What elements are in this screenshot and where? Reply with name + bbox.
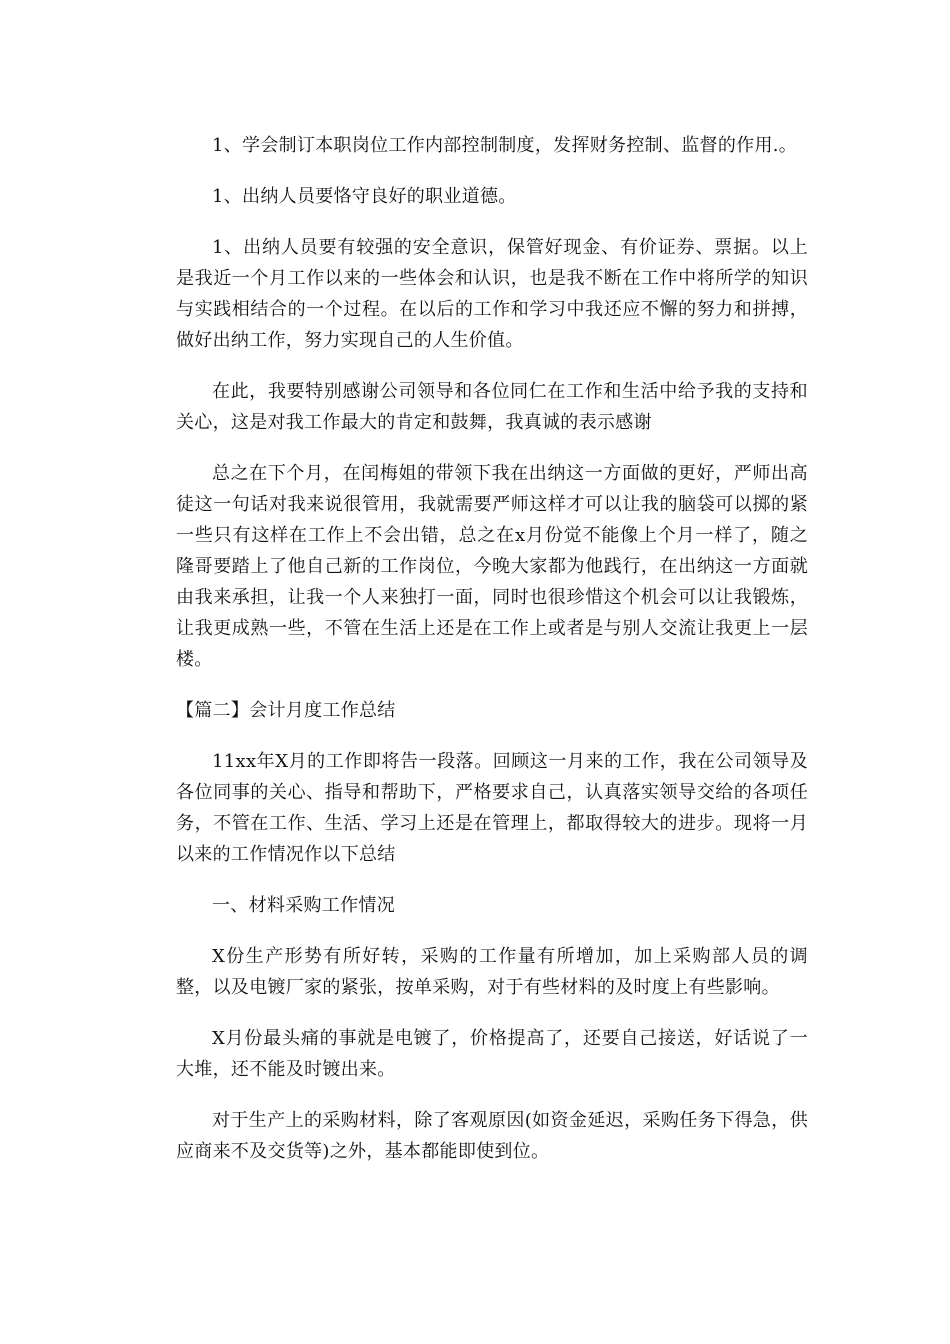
document-body — [176, 130, 808, 1167]
paragraph-gap — [176, 212, 808, 232]
paragraph-safety-awareness: 1、出纳人员要有较强的安全意识，保管好现金、有价证券、票据。以上是我近一个月工作以来的一些体会和认识，也是我不断在工作中将所学的知识与实践相结合的一个过程。在以后的工作和学习中我还应不懈的努力和拼搏，做好出纳工作，努力实现自己的人生价值。 — [176, 237, 808, 351]
paragraph-procurement-materials: 对于生产上的采购材料，除了客观原因(如资金延迟，采购任务下得急，供应商来不及交货等)之外，基本都能即使到位。 — [176, 1110, 808, 1162]
paragraph-gap — [176, 870, 808, 890]
paragraph-gap — [176, 356, 808, 376]
paragraph-gap — [176, 1003, 808, 1023]
section-heading: 【篇二】会计月度工作总结 — [176, 700, 396, 721]
paragraph-next-month: 总之在下个月，在闰梅姐的带领下我在出纳这一方面做的更好，严师出高徒这一句话对我来说很管用，我就需要严师这样才可以让我的脑袋可以掷的紧一些只有这样在工作上不会出错，总之在x月份觉不能像上个月一样了，随之隆哥要踏上了他自己新的工作岗位，今晚大家都为他践行，在出纳这一方面就由我来承担，让我一个人来独打一面，同时也很珍惜这个机会可以让我锻炼，让我更成熟一些，不管在生活上还是在工作上或者是与别人交流让我更上一层楼。 — [176, 463, 808, 670]
paragraph-gap — [176, 438, 808, 458]
paragraph-production-situation: X份生产形势有所好转，采购的工作量有所增加，加上采购部人员的调整，以及电镀厂家的紧张，按单采购，对于有些材料的及时度上有些影响。 — [176, 946, 808, 998]
paragraph-electroplating: X月份最头痛的事就是电镀了，价格提高了，还要自己接送，好话说了一大堆，还不能及时镀出来。 — [176, 1028, 808, 1080]
paragraph-thanks: 在此，我要特别感谢公司领导和各位同仁在工作和生活中给予我的支持和关心，这是对我工作最大的肯定和鼓舞，我真诚的表示感谢 — [176, 381, 808, 433]
paragraph-internal-control: 1、学会制订本职岗位工作内部控制制度，发挥财务控制、监督的作用.。 — [212, 135, 798, 156]
paragraph-month-review: 11xx年X月的工作即将告一段落。回顾这一月来的工作，我在公司领导及各位同事的关心、指导和帮助下，严格要求自己，认真落实领导交给的各项任务，不管在工作、生活、学习上还是在管理上，都取得较大的进步。现将一月以来的工作情况作以下总结 — [176, 751, 808, 865]
paragraph-professional-ethics: 1、出纳人员要恪守良好的职业道德。 — [212, 186, 517, 207]
paragraph-gap — [176, 1085, 808, 1105]
paragraph-gap — [176, 921, 808, 941]
paragraph-gap — [176, 161, 808, 181]
subsection-title: 一、材料采购工作情况 — [212, 895, 395, 916]
paragraph-gap — [176, 675, 808, 695]
paragraph-gap — [176, 726, 808, 746]
